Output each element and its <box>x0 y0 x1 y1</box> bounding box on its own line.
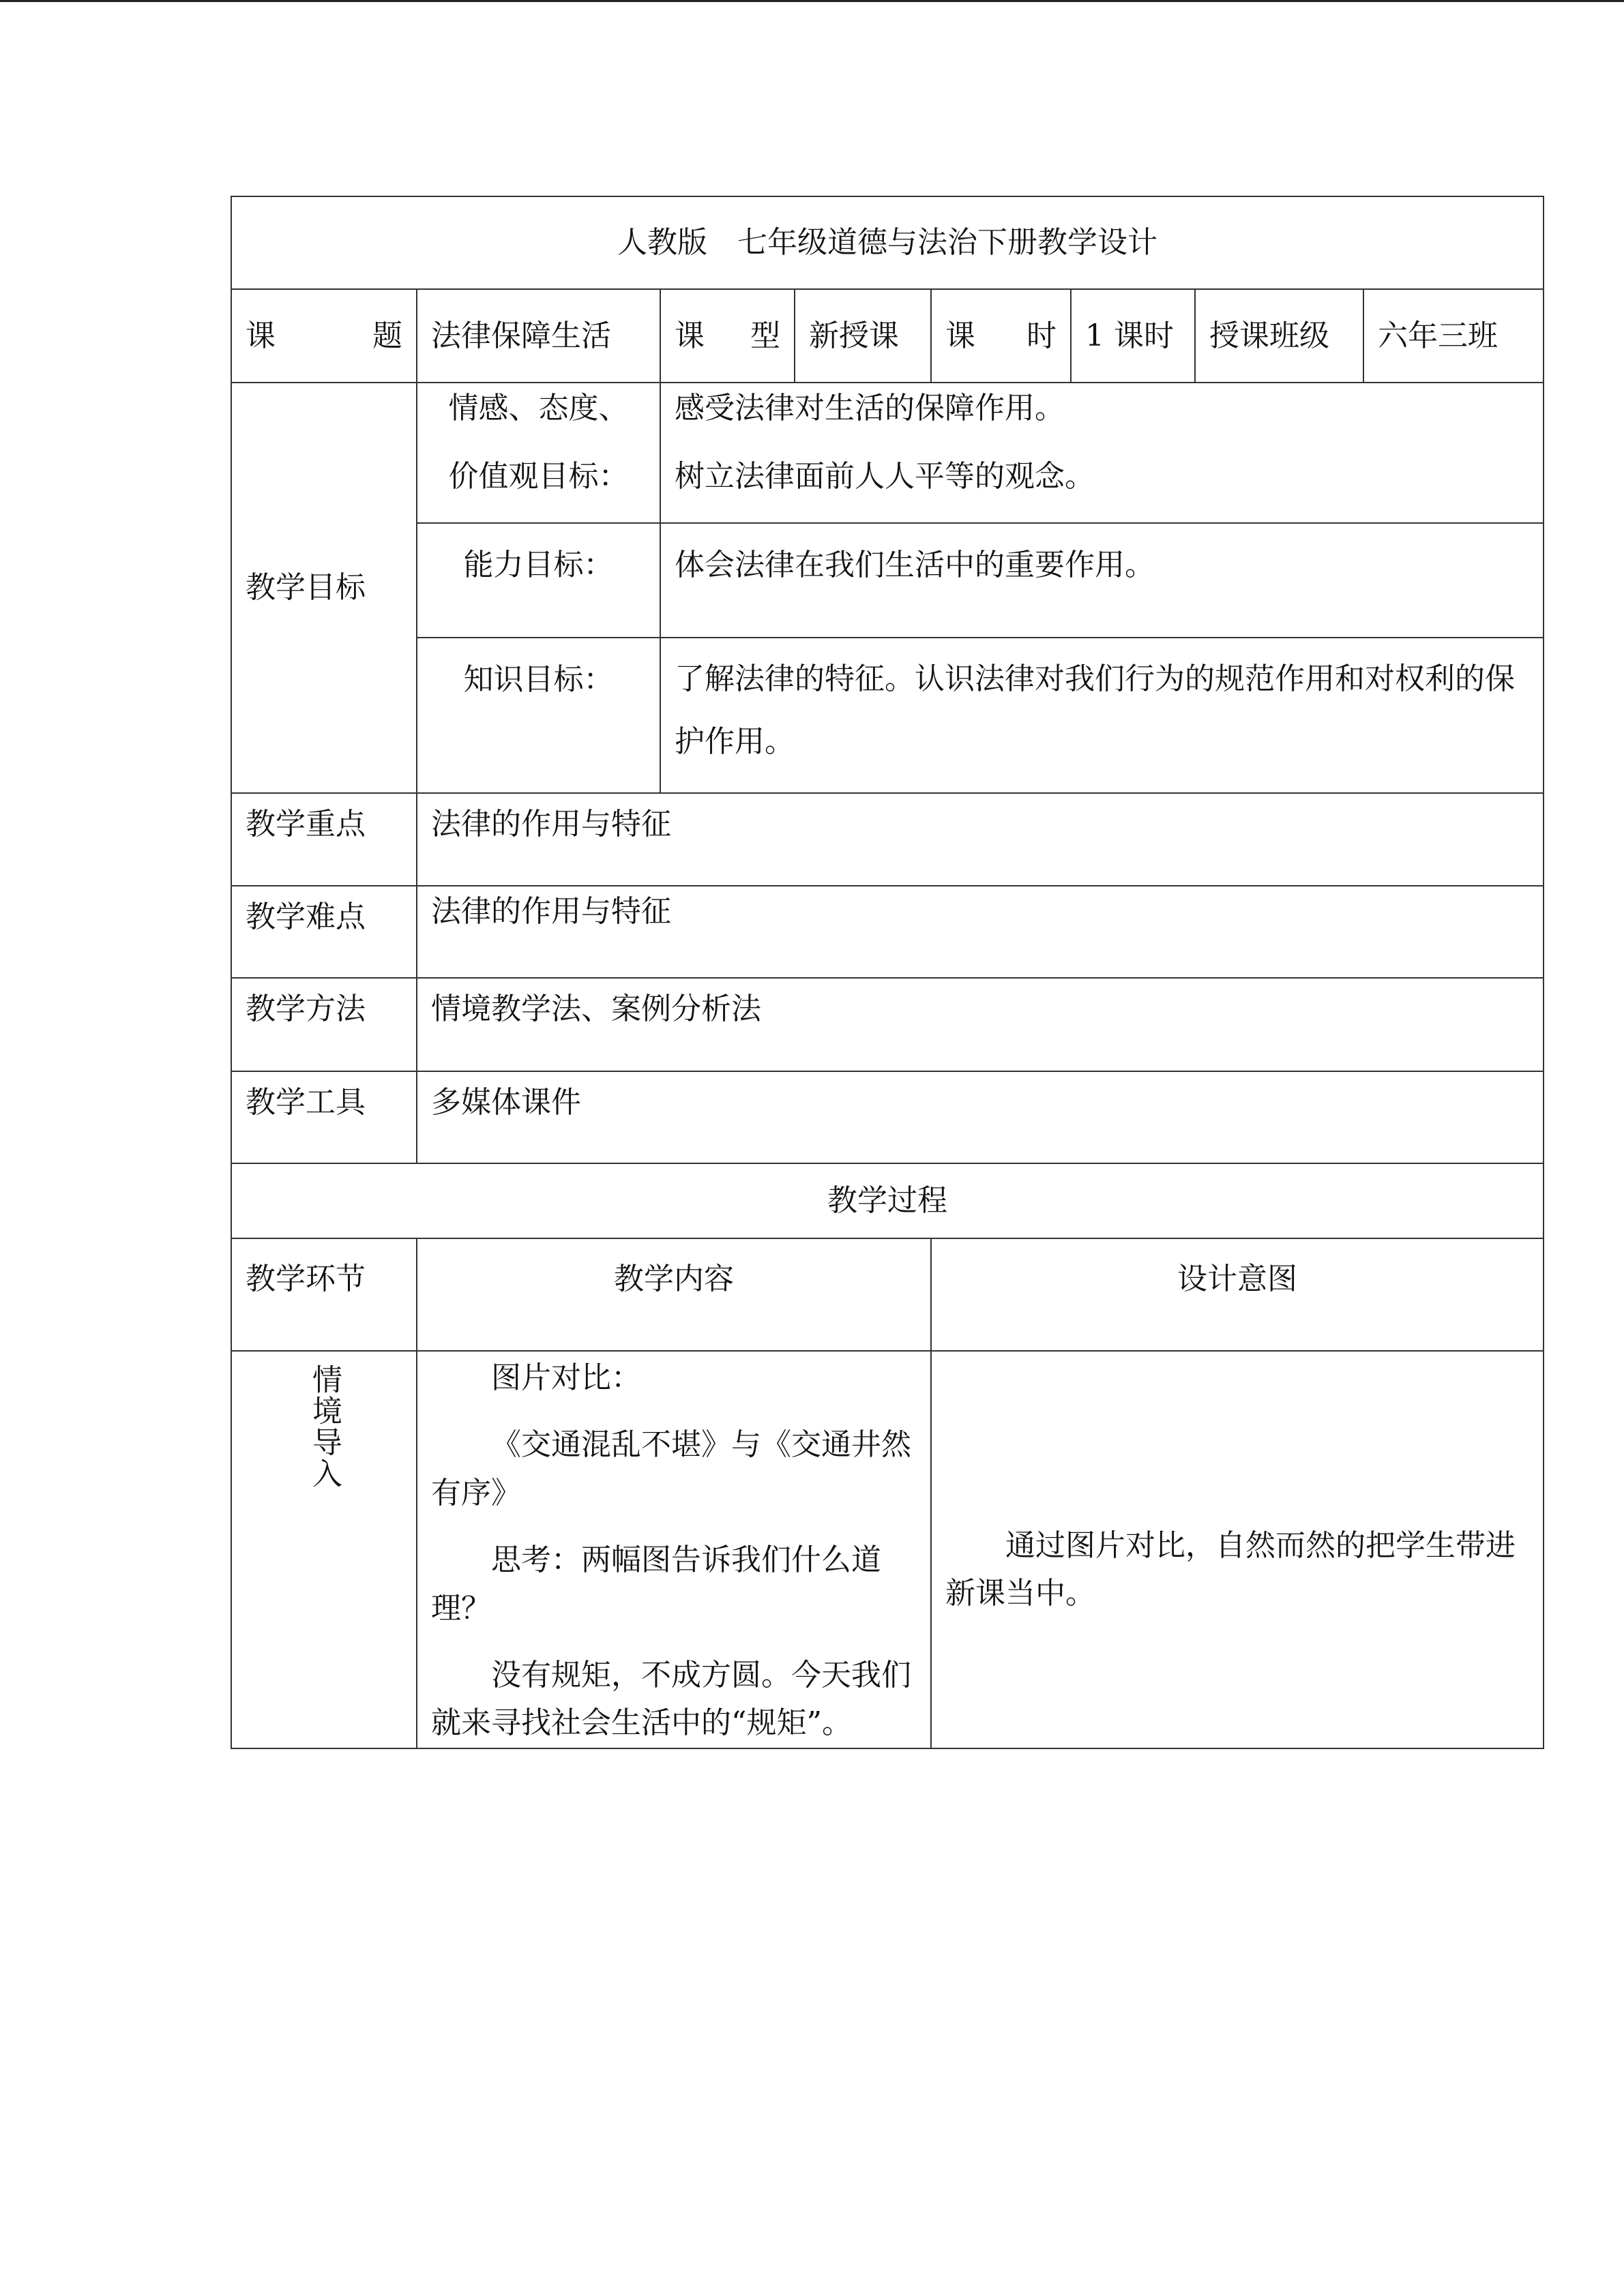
document-title: 人教版 七年级道德与法治下册教学设计 <box>231 196 1544 289</box>
tools-label: 教学工具 <box>231 1071 417 1163</box>
tools-row <box>231 1071 1544 1163</box>
title-row <box>231 196 1544 289</box>
topic-label: 课 题 <box>231 289 417 383</box>
class-label: 授课班级 <box>1195 289 1363 383</box>
ability-objective-text: 体会法律在我们生活中的重要作用。 <box>660 523 1544 638</box>
difficulty-row <box>231 886 1544 978</box>
topic-value: 法律保障生活 <box>417 289 660 383</box>
objectives-knowledge-row <box>231 638 1544 793</box>
process-col-stage: 教学环节 <box>231 1238 417 1351</box>
content-paragraph-1: 图片对比： <box>491 1360 641 1395</box>
process-stage: 情境导入 <box>307 1364 342 1489</box>
content-paragraph-2: 《交通混乱不堪》与《交通井然有序》 <box>431 1427 911 1510</box>
method-row <box>231 978 1544 1071</box>
emotion-label-line1: 情感、态度、 <box>448 391 629 426</box>
objectives-emotion-row <box>231 383 1544 523</box>
emotion-line2: 树立法律面前人人平等的观念。 <box>675 458 1095 494</box>
process-title: 教学过程 <box>231 1163 1544 1238</box>
key-point-label: 教学重点 <box>231 793 417 886</box>
knowledge-objective-text: 了解法律的特征。认识法律对我们行为的规范作用和对权利的保护作用。 <box>660 638 1544 793</box>
emotion-label-line2: 价值观目标： <box>448 458 629 494</box>
method-value: 情境教学法、案例分析法 <box>417 978 1544 1071</box>
key-point-row <box>231 793 1544 886</box>
lesson-plan-table <box>231 196 1544 1749</box>
hours-label: 课 时 <box>931 289 1071 383</box>
process-content-cell <box>417 1351 931 1748</box>
process-stage-cell <box>231 1351 417 1748</box>
class-value: 六年三班 <box>1363 289 1544 383</box>
process-row <box>231 1351 1544 1748</box>
hours-value: 1 课时 <box>1071 289 1195 383</box>
method-label: 教学方法 <box>231 978 417 1071</box>
difficulty-label: 教学难点 <box>231 886 417 978</box>
objectives-ability-row <box>231 523 1544 638</box>
emotion-objective-label <box>417 383 660 523</box>
objectives-label: 教学目标 <box>231 383 417 793</box>
process-col-intent: 设计意图 <box>931 1238 1544 1351</box>
type-value: 新授课 <box>795 289 931 383</box>
difficulty-value: 法律的作用与特征 <box>417 886 1544 978</box>
key-point-value: 法律的作用与特征 <box>417 793 1544 886</box>
type-label: 课 型 <box>660 289 795 383</box>
info-row <box>231 289 1544 383</box>
knowledge-objective-label: 知识目标： <box>417 638 660 793</box>
content-paragraph-4: 没有规矩，不成方圆。今天我们就来寻找社会生活中的“规矩”。 <box>431 1657 911 1741</box>
process-intent: 通过图片对比，自然而然的把学生带进新课当中。 <box>931 1351 1544 1748</box>
emotion-line1: 感受法律对生活的保障作用。 <box>675 391 1065 426</box>
process-col-content: 教学内容 <box>417 1238 931 1351</box>
tools-value: 多媒体课件 <box>417 1071 1544 1163</box>
emotion-objective-text <box>660 383 1544 523</box>
content-paragraph-3: 思考：两幅图告诉我们什么道理？ <box>431 1542 881 1626</box>
process-title-row <box>231 1163 1544 1238</box>
process-header-row <box>231 1238 1544 1351</box>
ability-objective-label: 能力目标： <box>417 523 660 638</box>
page-top-border <box>0 0 1624 2</box>
